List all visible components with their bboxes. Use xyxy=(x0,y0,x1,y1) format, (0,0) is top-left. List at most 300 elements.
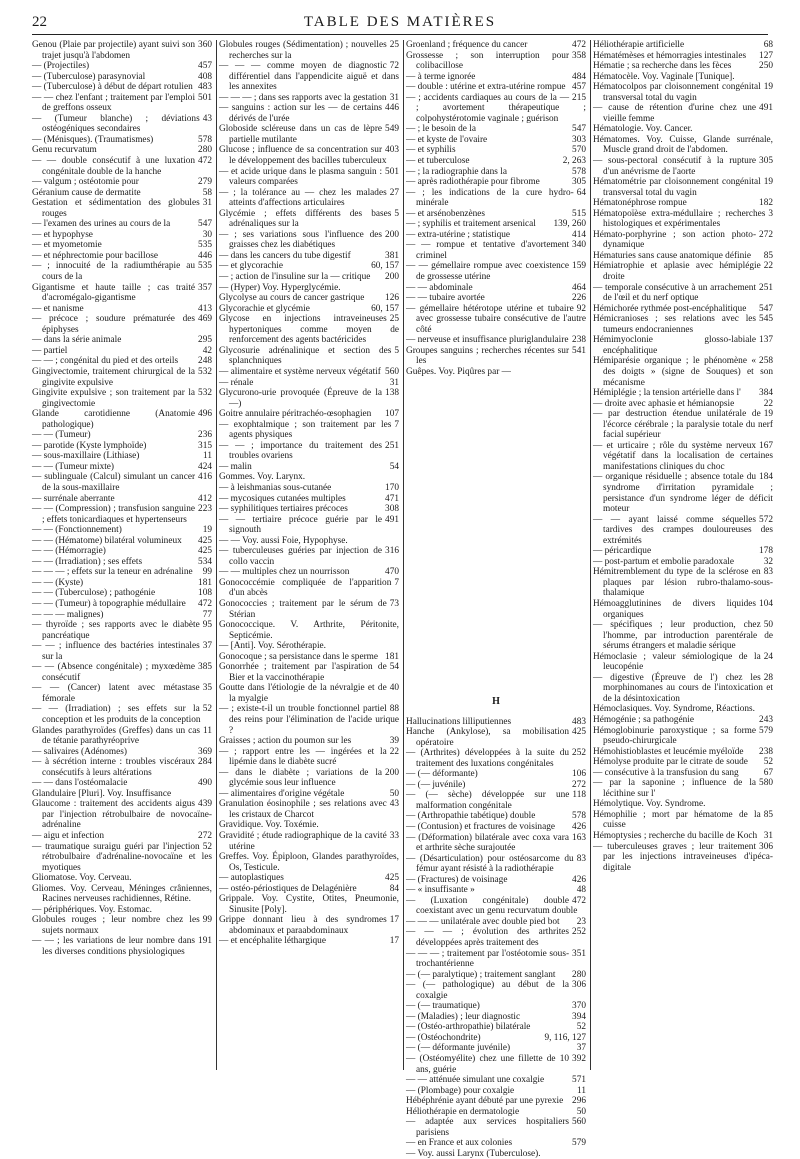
index-entry xyxy=(219,261,399,272)
entry-text: — — ayant laissé comme séquelles tardives des crampes douloureuses des extrémités xyxy=(593,514,773,546)
entry-page-number: 491 xyxy=(759,103,773,114)
entry-text: Groupes sanguins ; recherches récentes sur les xyxy=(406,345,570,367)
index-entry xyxy=(219,820,399,831)
entry-page-number: 470 xyxy=(385,567,399,578)
index-entry xyxy=(406,790,586,811)
entry-page-number: 68 xyxy=(763,40,773,50)
index-entry xyxy=(32,430,212,441)
entry-text: Héliothérapie en dermatologie xyxy=(406,1106,520,1117)
entry-page-number: 426 xyxy=(572,874,586,885)
index-entry xyxy=(219,472,399,483)
entry-text: — digestive (Épreuve de l') chez les morphinomanes au cours de l'intoxication et de la désintoxication xyxy=(593,672,773,704)
entry-text: Hémoagglutinines de divers liquides organiques xyxy=(593,598,757,620)
index-entry xyxy=(593,757,773,768)
entry-text: — ; la tolérance au — chez les malades atteints d'affections articulaires xyxy=(219,187,387,209)
index-entry xyxy=(406,167,586,178)
index-entry xyxy=(406,780,586,791)
index-entry xyxy=(406,811,586,822)
entry-page-number: 19 xyxy=(763,177,773,188)
entry-page-number: 23 xyxy=(576,916,586,927)
index-entry xyxy=(219,536,399,547)
entry-text: Géranium cause de dermatite xyxy=(32,187,141,198)
entry-text: — (— traumatique) xyxy=(406,1001,480,1012)
entry-text: — ; ses variations sous l'influence des graisses chez les diabétiques xyxy=(219,229,383,251)
entry-text: — en France et aux colonies xyxy=(406,1138,513,1149)
entry-text: — spécifiques ; leur production, chez l'homme, par introduction parentérale de sérums étrangers et maladie sérique xyxy=(593,620,773,652)
entry-text: — — (Tuberculose) ; pathogénie xyxy=(32,588,156,599)
entry-text: Hématomes. Voy. Cuisse, Glande surrénale, Muscle grand droit de l'abdomen. xyxy=(593,134,773,156)
index-entry xyxy=(219,251,399,262)
entry-text: Hématocèle. Voy. Vaginale [Tunique]. xyxy=(593,71,735,82)
entry-text: Glycosurie adrénalinique et section des splanchniques xyxy=(219,345,392,367)
entry-text: — (Projectiles) xyxy=(32,61,90,72)
entry-page-number: 106 xyxy=(572,769,586,780)
index-entry xyxy=(593,599,773,620)
entry-text: Hématologie. Voy. Cancer. xyxy=(593,124,693,135)
entry-page-number: 547 xyxy=(759,303,773,314)
entry-text: — — ; les variations de leur nombre dans les diverses conditions physiologiques xyxy=(32,936,196,958)
index-entry xyxy=(219,704,399,736)
entry-text: Hématémèses et hémorragies intestinales xyxy=(593,50,747,61)
entry-text: Hémolytique. Voy. Syndrome. xyxy=(593,799,706,810)
entry-text: Gliomatose. Voy. Cerveau. xyxy=(32,873,132,884)
index-entry xyxy=(593,283,773,304)
entry-text: Hanche (Ankylose), sa mobilisation opératoire xyxy=(406,727,570,748)
entry-page-number: 83 xyxy=(576,853,586,864)
entry-text: Hémoptysies ; recherche du bacille de Koch xyxy=(593,831,758,842)
index-entry xyxy=(406,293,586,304)
entry-page-number: 272 xyxy=(198,831,212,842)
entry-text: — — — comme moyen de diagnostic différentiel dans l'appendicite aiguë et dans les annexites xyxy=(219,61,399,93)
index-entry xyxy=(219,103,399,124)
index-entry xyxy=(219,462,399,473)
entry-page-number: 22 xyxy=(763,261,773,272)
entry-text: — — Voy. aussi Foie, Hypophyse. xyxy=(219,535,348,546)
index-entry xyxy=(593,726,773,747)
index-entry xyxy=(32,251,212,262)
index-entry xyxy=(593,40,773,51)
entry-page-number: 5 xyxy=(394,208,399,219)
entry-text: — par destruction étendue unilatérale de l'écorce cérébrale ; la paralysie totale du nerf facial supérieur xyxy=(593,409,773,441)
entry-page-number: 439 xyxy=(198,799,212,810)
entry-page-number: 560 xyxy=(385,366,399,377)
index-entry xyxy=(593,356,773,388)
index-entry xyxy=(219,894,399,915)
index-entry xyxy=(406,177,586,188)
entry-page-number: 181 xyxy=(385,651,399,662)
entry-text: — adaptée aux services hospitaliers parisiens xyxy=(406,1117,570,1138)
entry-page-number: 305 xyxy=(572,177,586,188)
index-entry xyxy=(593,441,773,473)
entry-page-number: 258 xyxy=(759,356,773,367)
entry-text: Hémiatrophie et aplasie avec hémiplégie droite xyxy=(593,261,761,283)
entry-text: — ; action de l'insuline sur la — critique xyxy=(219,272,371,283)
entry-text: — parotide (Kyste lymphoïde) xyxy=(32,440,147,451)
entry-page-number: 340 xyxy=(572,240,586,251)
entry-text: — ; la radiographie dans la xyxy=(406,166,507,177)
entry-page-number: 384 xyxy=(759,388,773,399)
entry-page-number: 52 xyxy=(202,841,212,852)
entry-page-number: 279 xyxy=(198,177,212,188)
entry-page-number: 85 xyxy=(763,809,773,820)
entry-page-number: 446 xyxy=(198,250,212,261)
entry-text: — (Ménisques). (Traumatismes) xyxy=(32,134,154,145)
entry-text: — — (Tumeur mixte) xyxy=(32,461,115,472)
entry-text: — sublinguale (Calcul) simulant un cancer de la sous-maxillaire xyxy=(32,472,196,493)
entry-text: — et acide urique dans le plasma sanguin : valeurs comparées xyxy=(219,166,383,188)
index-entry xyxy=(219,546,399,567)
entry-page-number: 118 xyxy=(572,790,586,801)
entry-text: Gravidique. Voy. Toxémie. xyxy=(219,820,319,831)
entry-text: — (Désarticulation) pour ostéosarcome du fémur ayant résisté à la radiothérapie xyxy=(406,853,574,875)
entry-text: — et hypophyse xyxy=(32,229,93,240)
entry-page-number: 127 xyxy=(759,50,773,61)
entry-page-number: 99 xyxy=(202,915,212,926)
entry-page-number: 490 xyxy=(198,778,212,789)
entry-page-number: 484 xyxy=(572,71,586,82)
index-entry xyxy=(219,61,399,93)
index-entry xyxy=(593,82,773,103)
entry-page-number: 3 xyxy=(768,208,773,219)
entry-text: — (— pathologique) au début de la coxalgie xyxy=(406,980,570,1001)
entry-page-number: 414 xyxy=(572,229,586,240)
entry-text: — sanguins : action sur les — de certains dérivés de l'urée xyxy=(219,103,383,124)
entry-page-number: 37 xyxy=(576,1043,586,1054)
entry-text: Glycémie ; effets différents des bases adrénaliques sur la xyxy=(219,208,392,230)
entry-page-number: 252 xyxy=(572,927,586,938)
index-entry xyxy=(219,936,399,947)
entry-text: — (— paralytique) ; traitement sanglant xyxy=(406,969,556,980)
index-entry xyxy=(32,198,212,219)
entry-page-number: 305 xyxy=(759,156,773,167)
index-entry xyxy=(219,378,399,389)
entry-page-number: 252 xyxy=(572,748,586,759)
index-entry xyxy=(406,1107,586,1118)
entry-page-number: 11 xyxy=(577,1085,586,1096)
entry-text: — double : utérine et extra-utérine rompue xyxy=(406,82,566,93)
index-entry xyxy=(32,356,212,367)
entry-text: Grippale. Voy. Cystite, Otites, Pneumonie, Sinusite [Poly]. xyxy=(219,894,399,915)
entry-text: Gliomes. Voy. Cerveau, Méninges crâniennes, Racines nerveuses rachidiennes, Rétine. xyxy=(32,883,212,905)
index-entry xyxy=(219,683,399,704)
index-entry xyxy=(219,799,399,820)
entry-page-number: 95 xyxy=(202,620,212,631)
entry-page-number: 138 xyxy=(385,388,399,399)
entry-page-number: 272 xyxy=(759,229,773,240)
index-entry xyxy=(32,188,212,199)
entry-page-number: 159 xyxy=(572,261,586,272)
header-rule xyxy=(32,34,768,35)
index-entry xyxy=(593,72,773,83)
index-entry xyxy=(406,1096,586,1107)
entry-text: — malin xyxy=(219,461,252,472)
index-entry xyxy=(219,188,399,209)
index-entry xyxy=(219,641,399,652)
entry-text: Grippe donnant lieu à des syndromes abdominaux et paraabdominaux xyxy=(219,915,387,936)
index-entry xyxy=(32,683,212,704)
entry-page-number: 412 xyxy=(198,493,212,504)
entry-page-number: 22 xyxy=(763,398,773,409)
entry-text: — et glycorachie xyxy=(219,261,284,272)
index-entry xyxy=(32,346,212,357)
entry-text: — Voy. aussi Larynx (Tuberculose). xyxy=(406,1148,541,1159)
index-entry xyxy=(219,304,399,315)
entry-page-number: 42 xyxy=(202,345,212,356)
index-entry xyxy=(32,599,212,610)
entry-text: — péricardique xyxy=(593,546,652,557)
entry-text: — post-partum et embolie paradoxale xyxy=(593,556,734,567)
entry-text: Guêpes. Voy. Piqûres par — xyxy=(406,366,511,377)
entry-text: — — — ; évolution des arthrites développées après traitement des xyxy=(406,927,570,948)
entry-text: Hémohistioblastes et leucémie myéloïde xyxy=(593,746,744,757)
entry-page-number: 532 xyxy=(198,388,212,399)
index-entry xyxy=(406,346,586,367)
entry-text: — (Tuberculose) parasynovial xyxy=(32,71,146,82)
entry-text: — salivaires (Adénomes) xyxy=(32,746,128,757)
index-entry xyxy=(32,578,212,589)
index-entry xyxy=(32,177,212,188)
index-entry xyxy=(593,799,773,810)
index-entry xyxy=(32,367,212,388)
entry-text: Glycolyse au cours de cancer gastrique xyxy=(219,293,365,304)
entry-page-number: 43 xyxy=(202,113,212,124)
entry-text: Globoside scléreuse dans un cas de lèpre partielle mutilante xyxy=(219,124,383,145)
entry-page-number: 184 xyxy=(759,472,773,483)
entry-page-number: 295 xyxy=(198,335,212,346)
entry-text: Gommes. Voy. Larynx. xyxy=(219,472,306,483)
entry-page-number: 316 xyxy=(385,546,399,557)
entry-page-number: 19 xyxy=(202,525,212,536)
entry-text: — — multiples chez un nourrisson xyxy=(219,567,350,578)
index-entry xyxy=(32,842,212,874)
entry-page-number: 108 xyxy=(198,588,212,599)
entry-page-number: 40 xyxy=(389,683,399,694)
index-entry xyxy=(32,726,212,747)
index-entry xyxy=(32,778,212,789)
index-entry xyxy=(219,736,399,747)
index-entry xyxy=(593,673,773,705)
index-entry xyxy=(219,420,399,441)
index-entry xyxy=(593,472,773,514)
index-entry xyxy=(593,567,773,599)
index-entry xyxy=(406,1033,586,1044)
index-entry xyxy=(32,82,212,93)
entry-page-number: 403 xyxy=(385,145,399,156)
entry-page-number: 48 xyxy=(576,885,586,896)
entry-page-number: 284 xyxy=(198,757,212,768)
index-entry xyxy=(406,727,586,748)
index-entry xyxy=(593,103,773,124)
entry-page-number: 248 xyxy=(198,356,212,367)
entry-page-number: 251 xyxy=(759,282,773,293)
entry-page-number: 425 xyxy=(198,535,212,546)
index-entry xyxy=(406,304,586,336)
entry-text: Hallucinations lilliputiennes xyxy=(406,716,512,727)
index-entry xyxy=(219,145,399,166)
index-entry xyxy=(32,789,212,800)
entry-text: Gonococcémie compliquée de l'apparition d'un abcès xyxy=(219,577,392,599)
entry-page-number: 191 xyxy=(198,936,212,947)
entry-text: — et syphilis xyxy=(406,145,456,156)
index-entry xyxy=(406,1022,586,1033)
entry-text: Hémoclasie ; valeur sémiologique de la leucopénie xyxy=(593,651,761,673)
entry-text: Greffes. Voy. Épiploon, Glandes parathyroïdes, Os, Testicule. xyxy=(219,852,399,873)
index-entry xyxy=(32,557,212,568)
entry-page-number: 37 xyxy=(202,641,212,652)
entry-text: — — ; importance du traitement des troubles ovariens xyxy=(219,440,383,462)
index-entry xyxy=(219,620,399,641)
entry-text: — — (Irradiation) ; ses effets xyxy=(32,556,143,567)
entry-page-number: 472 xyxy=(198,598,212,609)
entry-page-number: 446 xyxy=(385,103,399,114)
index-entry xyxy=(406,822,586,833)
entry-text: Gingivite expulsive ; son traitement par la gingivectomie xyxy=(32,388,196,409)
entry-page-number: 30 xyxy=(202,229,212,240)
entry-text: — périphériques. Voy. Estomac. xyxy=(32,904,152,915)
entry-page-number: 238 xyxy=(759,746,773,757)
entry-page-number: 31 xyxy=(202,198,212,209)
entry-page-number: 52 xyxy=(763,757,773,768)
index-entry xyxy=(219,124,399,145)
index-entry xyxy=(219,915,399,936)
entry-page-number: 77 xyxy=(202,609,212,620)
entry-text: Hématométrie par cloisonnement congénital transversal total du vagin xyxy=(593,177,761,198)
entry-text: — (— déformante) xyxy=(406,769,478,780)
entry-page-number: 469 xyxy=(198,314,212,325)
entry-page-number: 28 xyxy=(763,672,773,683)
entry-text: Hémophilie ; mort par hématome de la cuisse xyxy=(593,809,761,831)
entry-text: Hémoglobinurie paroxystique ; sa forme pseudo-chirurgicale xyxy=(593,725,757,747)
entry-page-number: 170 xyxy=(385,482,399,493)
entry-text: — ; rapport entre les — ingérées et la lipémie dans le diabète sucré xyxy=(219,746,387,768)
index-entry xyxy=(32,873,212,884)
entry-page-number: 27 xyxy=(389,187,399,198)
index-entry xyxy=(406,927,586,948)
index-entry xyxy=(593,209,773,230)
page-title: TABLE DES MATIÈRES xyxy=(303,14,497,30)
entry-text: Glandulaire [Pluri]. Voy. Insuffisance xyxy=(32,788,172,799)
entry-text: Hématocolpos par cloisonnement congénital transversal total du vagin xyxy=(593,82,761,103)
entry-page-number: 280 xyxy=(572,969,586,980)
index-entry xyxy=(219,515,399,536)
entry-text: — l'examen des urines au cours de la xyxy=(32,219,171,230)
entry-text: — et urticaire ; rôle du système nerveux végétatif dans la localisation de certaines manifestations cliniques du choc xyxy=(593,440,773,472)
index-entry xyxy=(219,388,399,409)
entry-page-number: 408 xyxy=(198,71,212,82)
index-entry xyxy=(32,93,212,114)
entry-page-number: 547 xyxy=(572,124,586,135)
index-entry xyxy=(593,177,773,198)
entry-text: — dans la série animale xyxy=(32,335,122,346)
index-entry xyxy=(219,40,399,61)
entry-page-number: 416 xyxy=(198,472,212,483)
entry-text: Genu recurvatum xyxy=(32,145,97,156)
entry-page-number: 17 xyxy=(389,936,399,947)
entry-page-number: 25 xyxy=(389,314,399,325)
entry-text: Hémiparésie organique ; le phénomène « des doigts » (signe de Souques) et son mécanisme xyxy=(593,356,773,388)
index-entry xyxy=(406,1001,586,1012)
entry-text: — — (Hématome) bilatéral volumineux xyxy=(32,535,182,546)
entry-page-number: 181 xyxy=(198,577,212,588)
entry-text: — [Anti]. Voy. Sérothérapie. xyxy=(219,641,326,652)
index-entry xyxy=(32,936,212,957)
entry-page-number: 19 xyxy=(763,409,773,420)
entry-page-number: 272 xyxy=(572,779,586,790)
index-entry xyxy=(219,93,399,104)
entry-text: — dans le diabète ; variations de la glycémie sous leur influence xyxy=(219,767,383,789)
entry-page-number: 88 xyxy=(389,704,399,715)
index-entry xyxy=(219,789,399,800)
entry-text: — ostéo-périostiques de Delagénière xyxy=(219,883,357,894)
entry-page-number: 60, 157 xyxy=(371,261,399,272)
entry-text: — à leishmanias sous-cutanée xyxy=(219,482,332,493)
entry-text: — rénale xyxy=(219,377,254,388)
entry-page-number: 107 xyxy=(385,409,399,420)
index-entry xyxy=(406,717,586,728)
index-entry xyxy=(593,124,773,135)
index-entry xyxy=(406,1117,586,1138)
entry-page-number: 243 xyxy=(759,715,773,725)
entry-text: — — ; influence des bactéries intestinales sur la xyxy=(32,641,200,662)
entry-text: — (— déformante juvénile) xyxy=(406,1043,511,1054)
entry-text: — (— juvénile) xyxy=(406,779,466,790)
index-column-4 xyxy=(593,40,773,1072)
entry-page-number: 85 xyxy=(763,250,773,261)
entry-text: Hémato-porphyrine ; son action photo-dynamique xyxy=(593,229,757,251)
index-entry xyxy=(406,51,586,72)
entry-page-number: 17 xyxy=(389,915,399,926)
entry-page-number: 425 xyxy=(198,546,212,557)
entry-text: — partiel xyxy=(32,345,68,356)
entry-page-number: 425 xyxy=(385,873,399,884)
index-column-2 xyxy=(219,40,399,1072)
entry-page-number: 223 xyxy=(198,504,212,515)
entry-text: Hémogénie ; sa pathogénie xyxy=(593,715,694,725)
index-entry xyxy=(219,494,399,505)
entry-page-number: 496 xyxy=(198,409,212,420)
entry-page-number: 7 xyxy=(394,577,399,588)
index-column-1 xyxy=(32,40,212,1072)
index-entry xyxy=(219,409,399,420)
entry-page-number: 280 xyxy=(198,145,212,156)
entry-page-number: 92 xyxy=(576,303,586,314)
entry-text: Glycurono-urie provoquée (Épreuve de la —) xyxy=(219,388,383,409)
index-entry xyxy=(219,167,399,188)
entry-text: Gestation et sédimentation des globules rouges xyxy=(32,198,200,219)
index-entry xyxy=(32,61,212,72)
index-entry xyxy=(406,1075,586,1086)
index-entry xyxy=(219,852,399,873)
index-entry xyxy=(593,810,773,831)
entry-page-number: 306 xyxy=(572,980,586,991)
entry-page-number: 308 xyxy=(385,504,399,515)
entry-page-number: 351 xyxy=(572,948,586,959)
entry-page-number: 303 xyxy=(572,134,586,145)
entry-text: — « insuffisante » xyxy=(406,885,475,896)
index-entry xyxy=(32,831,212,842)
entry-page-number: 11 xyxy=(203,451,212,462)
index-entry xyxy=(406,875,586,886)
entry-text: — traumatique suraigu guéri par l'injection rétrobulbaire d'adrénaline-novocaïne et les myotiques xyxy=(32,841,212,873)
index-entry xyxy=(32,135,212,146)
entry-text: — tuberculeuses guéries par injection de collo vaccin xyxy=(219,546,383,567)
index-entry xyxy=(406,970,586,981)
entry-page-number: 549 xyxy=(385,124,399,135)
index-entry xyxy=(32,40,212,61)
entry-page-number: 579 xyxy=(759,725,773,736)
entry-text: — et myometomie xyxy=(32,240,102,251)
index-entry xyxy=(593,261,773,282)
